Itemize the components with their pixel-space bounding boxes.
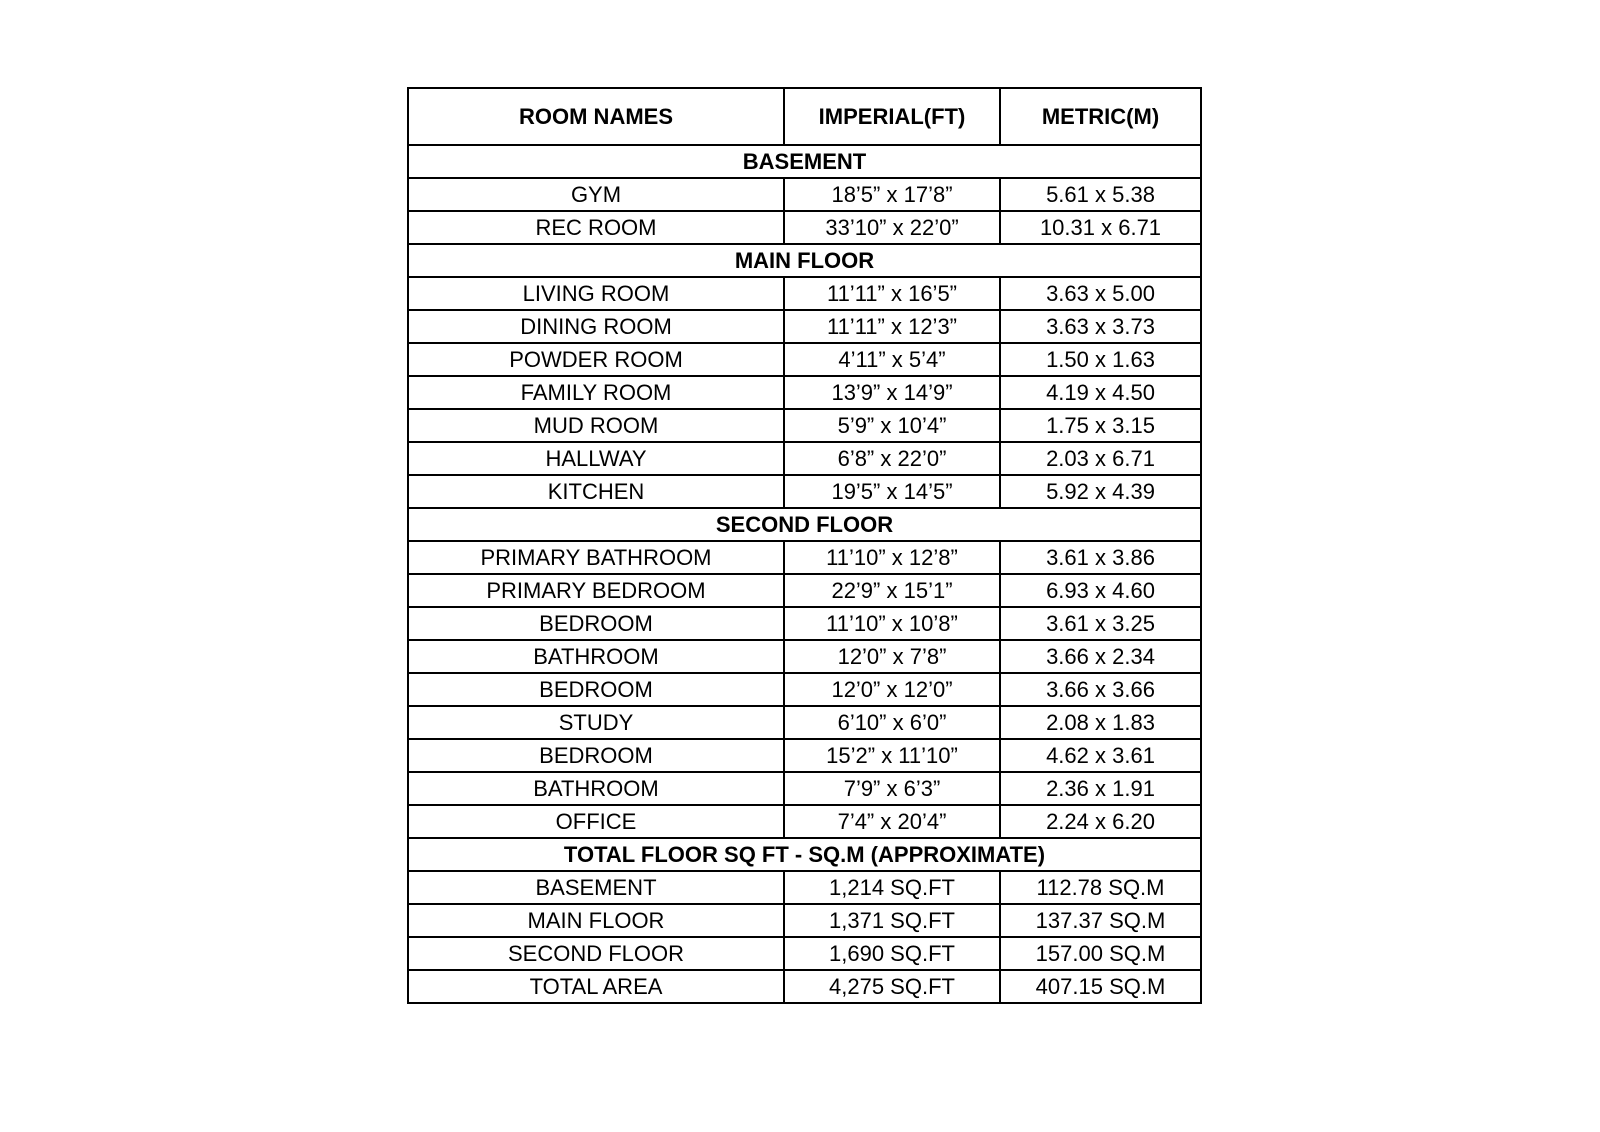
- table-row: [408, 772, 1201, 805]
- room-name-cell: BATHROOM: [408, 772, 784, 805]
- imperial-cell: 5’9” x 10’4”: [784, 409, 1000, 442]
- metric-cell: 3.63 x 5.00: [1000, 277, 1201, 310]
- table-row: [408, 871, 1201, 904]
- metric-cell: 5.61 x 5.38: [1000, 178, 1201, 211]
- imperial-cell: 15’2” x 11’10”: [784, 739, 1000, 772]
- imperial-cell: 18’5” x 17’8”: [784, 178, 1000, 211]
- room-name-cell: PRIMARY BEDROOM: [408, 574, 784, 607]
- room-name-cell: DINING ROOM: [408, 310, 784, 343]
- imperial-cell: 12’0” x 7’8”: [784, 640, 1000, 673]
- imperial-cell: 11’10” x 12’8”: [784, 541, 1000, 574]
- room-name-cell: BEDROOM: [408, 673, 784, 706]
- room-name-cell: SECOND FLOOR: [408, 937, 784, 970]
- room-name-cell: BASEMENT: [408, 871, 784, 904]
- room-name-cell: POWDER ROOM: [408, 343, 784, 376]
- room-name-cell: OFFICE: [408, 805, 784, 838]
- room-name-cell: FAMILY ROOM: [408, 376, 784, 409]
- imperial-cell: 4,275 SQ.FT: [784, 970, 1000, 1003]
- imperial-cell: 4’11” x 5’4”: [784, 343, 1000, 376]
- table-row: [408, 739, 1201, 772]
- section-title: BASEMENT: [408, 145, 1201, 178]
- metric-cell: 4.19 x 4.50: [1000, 376, 1201, 409]
- room-name-cell: LIVING ROOM: [408, 277, 784, 310]
- table-row: [408, 541, 1201, 574]
- room-name-cell: REC ROOM: [408, 211, 784, 244]
- table-row: [408, 409, 1201, 442]
- metric-cell: 157.00 SQ.M: [1000, 937, 1201, 970]
- metric-cell: 2.08 x 1.83: [1000, 706, 1201, 739]
- metric-cell: 2.24 x 6.20: [1000, 805, 1201, 838]
- imperial-cell: 11’11” x 16’5”: [784, 277, 1000, 310]
- table-row: [408, 706, 1201, 739]
- table-body: [408, 145, 1201, 1003]
- table-row: [408, 805, 1201, 838]
- section-title: TOTAL FLOOR SQ FT - SQ.M (APPROXIMATE): [408, 838, 1201, 871]
- room-name-cell: BATHROOM: [408, 640, 784, 673]
- room-dimensions-table: [407, 87, 1202, 1004]
- table-row: [408, 475, 1201, 508]
- metric-cell: 3.61 x 3.86: [1000, 541, 1201, 574]
- table-row: [408, 442, 1201, 475]
- metric-cell: 3.63 x 3.73: [1000, 310, 1201, 343]
- table-row: [408, 673, 1201, 706]
- metric-cell: 3.66 x 2.34: [1000, 640, 1201, 673]
- metric-cell: 3.61 x 3.25: [1000, 607, 1201, 640]
- metric-cell: 3.66 x 3.66: [1000, 673, 1201, 706]
- metric-cell: 10.31 x 6.71: [1000, 211, 1201, 244]
- metric-cell: 5.92 x 4.39: [1000, 475, 1201, 508]
- imperial-cell: 11’11” x 12’3”: [784, 310, 1000, 343]
- table-row: [408, 640, 1201, 673]
- section-row: [408, 838, 1201, 871]
- table-row: [408, 970, 1201, 1003]
- imperial-cell: 7’4” x 20’4”: [784, 805, 1000, 838]
- room-name-cell: PRIMARY BATHROOM: [408, 541, 784, 574]
- header-row: [408, 88, 1201, 145]
- metric-cell: 137.37 SQ.M: [1000, 904, 1201, 937]
- imperial-cell: 11’10” x 10’8”: [784, 607, 1000, 640]
- room-name-cell: BEDROOM: [408, 739, 784, 772]
- table-row: [408, 343, 1201, 376]
- section-title: MAIN FLOOR: [408, 244, 1201, 277]
- imperial-cell: 19’5” x 14’5”: [784, 475, 1000, 508]
- imperial-cell: 12’0” x 12’0”: [784, 673, 1000, 706]
- room-name-cell: BEDROOM: [408, 607, 784, 640]
- header-imperial: IMPERIAL(FT): [784, 88, 1000, 145]
- table-row: [408, 904, 1201, 937]
- room-name-cell: KITCHEN: [408, 475, 784, 508]
- room-name-cell: MUD ROOM: [408, 409, 784, 442]
- metric-cell: 2.03 x 6.71: [1000, 442, 1201, 475]
- imperial-cell: 6’10” x 6’0”: [784, 706, 1000, 739]
- metric-cell: 1.75 x 3.15: [1000, 409, 1201, 442]
- metric-cell: 112.78 SQ.M: [1000, 871, 1201, 904]
- header-metric: METRIC(M): [1000, 88, 1201, 145]
- imperial-cell: 6’8” x 22’0”: [784, 442, 1000, 475]
- room-name-cell: MAIN FLOOR: [408, 904, 784, 937]
- imperial-cell: 7’9” x 6’3”: [784, 772, 1000, 805]
- imperial-cell: 1,214 SQ.FT: [784, 871, 1000, 904]
- table-row: [408, 178, 1201, 211]
- imperial-cell: 1,371 SQ.FT: [784, 904, 1000, 937]
- table-header: [408, 88, 1201, 145]
- section-row: [408, 145, 1201, 178]
- metric-cell: 2.36 x 1.91: [1000, 772, 1201, 805]
- table-row: [408, 376, 1201, 409]
- section-title: SECOND FLOOR: [408, 508, 1201, 541]
- imperial-cell: 33’10” x 22’0”: [784, 211, 1000, 244]
- metric-cell: 1.50 x 1.63: [1000, 343, 1201, 376]
- table-row: [408, 574, 1201, 607]
- header-room-names: ROOM NAMES: [408, 88, 784, 145]
- imperial-cell: 22’9” x 15’1”: [784, 574, 1000, 607]
- room-name-cell: TOTAL AREA: [408, 970, 784, 1003]
- metric-cell: 407.15 SQ.M: [1000, 970, 1201, 1003]
- table-row: [408, 937, 1201, 970]
- room-name-cell: HALLWAY: [408, 442, 784, 475]
- room-name-cell: STUDY: [408, 706, 784, 739]
- table-row: [408, 277, 1201, 310]
- table-row: [408, 310, 1201, 343]
- metric-cell: 6.93 x 4.60: [1000, 574, 1201, 607]
- room-name-cell: GYM: [408, 178, 784, 211]
- imperial-cell: 1,690 SQ.FT: [784, 937, 1000, 970]
- section-row: [408, 508, 1201, 541]
- table-row: [408, 607, 1201, 640]
- imperial-cell: 13’9” x 14’9”: [784, 376, 1000, 409]
- section-row: [408, 244, 1201, 277]
- metric-cell: 4.62 x 3.61: [1000, 739, 1201, 772]
- table-row: [408, 211, 1201, 244]
